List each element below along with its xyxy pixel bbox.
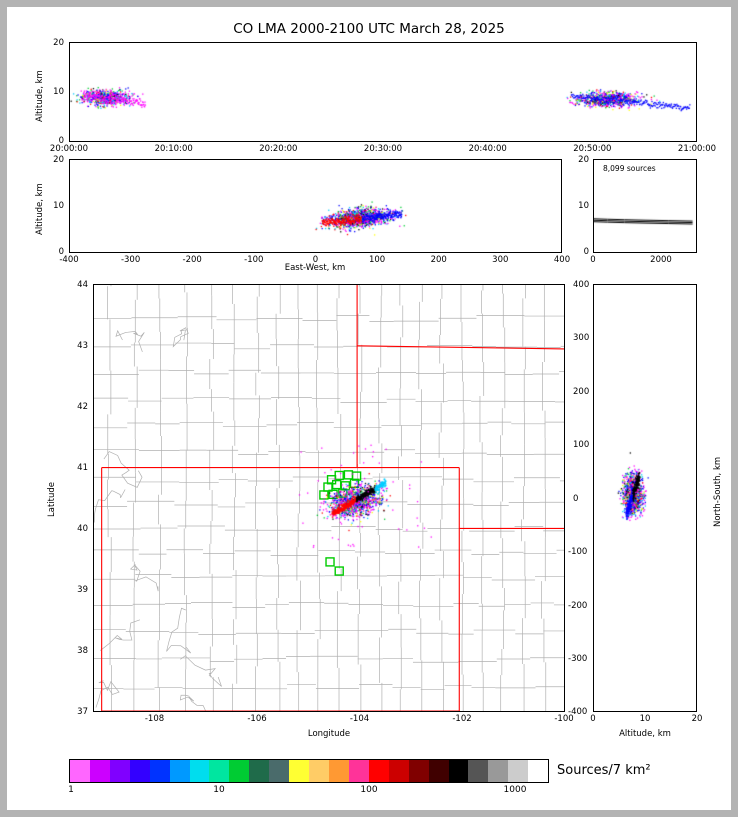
ax2-xtick-400: 400: [553, 255, 571, 265]
ax4-ytick-43: 43: [77, 341, 88, 351]
ax4-xtick-m102: -102: [452, 714, 472, 724]
colorbar-swatch: [209, 760, 229, 782]
source-count-annotation: 8,099 sources: [603, 164, 656, 173]
colorbar-swatch: [449, 760, 469, 782]
ax4-ylabel: Latitude: [47, 482, 57, 517]
ax2-xtick-200: 200: [430, 255, 447, 265]
ax4-ytick-38: 38: [77, 646, 88, 656]
ax4-xtick-m100: -100: [554, 714, 574, 724]
colorbar-swatch: [130, 760, 150, 782]
ax2-xtick-0: 0: [312, 255, 319, 265]
northsouth-altitude-panel: [593, 284, 697, 712]
ax4-xtick-m108: -108: [144, 714, 165, 724]
colorbar-tick-10: 10: [213, 785, 225, 795]
ax4-ytick-40: 40: [77, 524, 88, 534]
colorbar-swatch: [269, 760, 289, 782]
ax5-ytick-m100: -100: [568, 547, 588, 557]
colorbar-swatch: [190, 760, 210, 782]
colorbar-swatch: [409, 760, 429, 782]
ax4-ytick-39: 39: [77, 585, 88, 595]
ax2-xtick-300: 300: [492, 255, 509, 265]
ax5-ytick-100: 100: [573, 440, 590, 450]
ax1-ytick-10: 10: [53, 87, 64, 97]
page-title: CO LMA 2000-2100 UTC March 28, 2025: [233, 21, 505, 37]
ax2-xtick-m400: -400: [59, 255, 79, 265]
colorbar-swatch: [309, 760, 329, 782]
colorbar-swatch: [488, 760, 508, 782]
colorbar-swatch: [70, 760, 90, 782]
colorbar-swatch: [468, 760, 488, 782]
ax4-xtick-m106: -106: [247, 714, 267, 724]
ax4-ytick-41: 41: [77, 463, 88, 473]
colorbar-swatch: [249, 760, 269, 782]
ax4-ytick-37: 37: [77, 707, 88, 717]
ax1-xtick-6: 21:00:00: [677, 144, 717, 154]
ax4-ytick-44: 44: [77, 280, 88, 290]
ax1-ytick-0: 0: [58, 136, 64, 146]
ax1-xtick-0: 20:00:00: [49, 144, 89, 154]
ax4-xtick-m104: -104: [349, 714, 370, 724]
ax3-ytick-20: 20: [578, 155, 589, 165]
ax2-xtick-m200: -200: [182, 255, 202, 265]
colorbar-tick-1000: 1000: [503, 785, 527, 795]
colorbar-swatch: [289, 760, 309, 782]
ax3-ytick-10: 10: [578, 201, 589, 211]
ax5-ytick-m300: -300: [568, 654, 588, 664]
ax3-xtick-2000: 2000: [650, 255, 672, 265]
map-panel: [93, 284, 565, 712]
colorbar-swatch: [429, 760, 449, 782]
ax5-ytick-400: 400: [573, 280, 590, 290]
colorbar-label: Sources/7 km²: [557, 763, 651, 778]
colorbar-tick-100: 100: [360, 785, 378, 795]
colorbar-tick-1: 1: [68, 785, 74, 795]
ax3-xtick-0: 0: [590, 255, 596, 265]
colorbar-swatch: [329, 760, 349, 782]
ax5-ytick-0: 0: [573, 494, 579, 504]
ax5-ytick-200: 200: [573, 387, 590, 397]
ax2-ytick-20: 20: [53, 155, 64, 165]
ax2-ytick-0: 0: [58, 247, 64, 257]
altitude-histogram-panel: [593, 159, 697, 253]
ax4-ytick-42: 42: [77, 402, 88, 412]
time-height-panel: [69, 42, 697, 142]
colorbar: [69, 759, 549, 783]
colorbar-swatch: [389, 760, 409, 782]
ax1-xtick-1: 20:10:00: [154, 144, 193, 154]
ax2-xtick-100: 100: [368, 255, 386, 265]
ax2-xlabel: East-West, km: [284, 263, 346, 273]
ax5-ylabel: North-South, km: [713, 456, 723, 527]
ax4-xlabel: Longitude: [307, 729, 351, 739]
ax1-xtick-5: 20:50:00: [573, 144, 612, 154]
ax2-xtick-m300: -300: [120, 255, 141, 265]
ax5-xlabel: Altitude, km: [619, 729, 671, 739]
colorbar-swatch: [369, 760, 389, 782]
eastwest-height-panel: [69, 159, 562, 253]
colorbar-swatch: [150, 760, 170, 782]
ax5-xtick-20: 20: [691, 714, 703, 724]
ax1-xtick-2: 20:20:00: [259, 144, 298, 154]
colorbar-swatch: [170, 760, 190, 782]
ax1-xtick-4: 20:40:00: [468, 144, 507, 154]
colorbar-swatch: [349, 760, 369, 782]
ax5-xtick-0: 0: [590, 714, 596, 724]
ax1-ytick-20: 20: [53, 38, 64, 48]
ax3-ytick-0: 0: [583, 247, 589, 257]
colorbar-swatch: [229, 760, 249, 782]
ax5-ytick-m200: -200: [568, 601, 588, 611]
ax5-xtick-10: 10: [639, 714, 651, 724]
colorbar-swatch: [90, 760, 110, 782]
colorbar-swatch: [110, 760, 130, 782]
ax1-xtick-3: 20:30:00: [363, 144, 403, 154]
colorbar-swatch: [508, 760, 528, 782]
ax2-xtick-m100: -100: [244, 255, 264, 265]
ax2-ylabel: Altitude, km: [35, 183, 45, 235]
colorbar-swatch: [528, 760, 548, 782]
figure-canvas: [7, 7, 731, 810]
ax2-ytick-10: 10: [53, 201, 64, 211]
ax5-ytick-300: 300: [573, 333, 590, 343]
ax1-ylabel: Altitude, km: [35, 70, 45, 122]
ax5-ytick-m400: -400: [568, 707, 588, 717]
